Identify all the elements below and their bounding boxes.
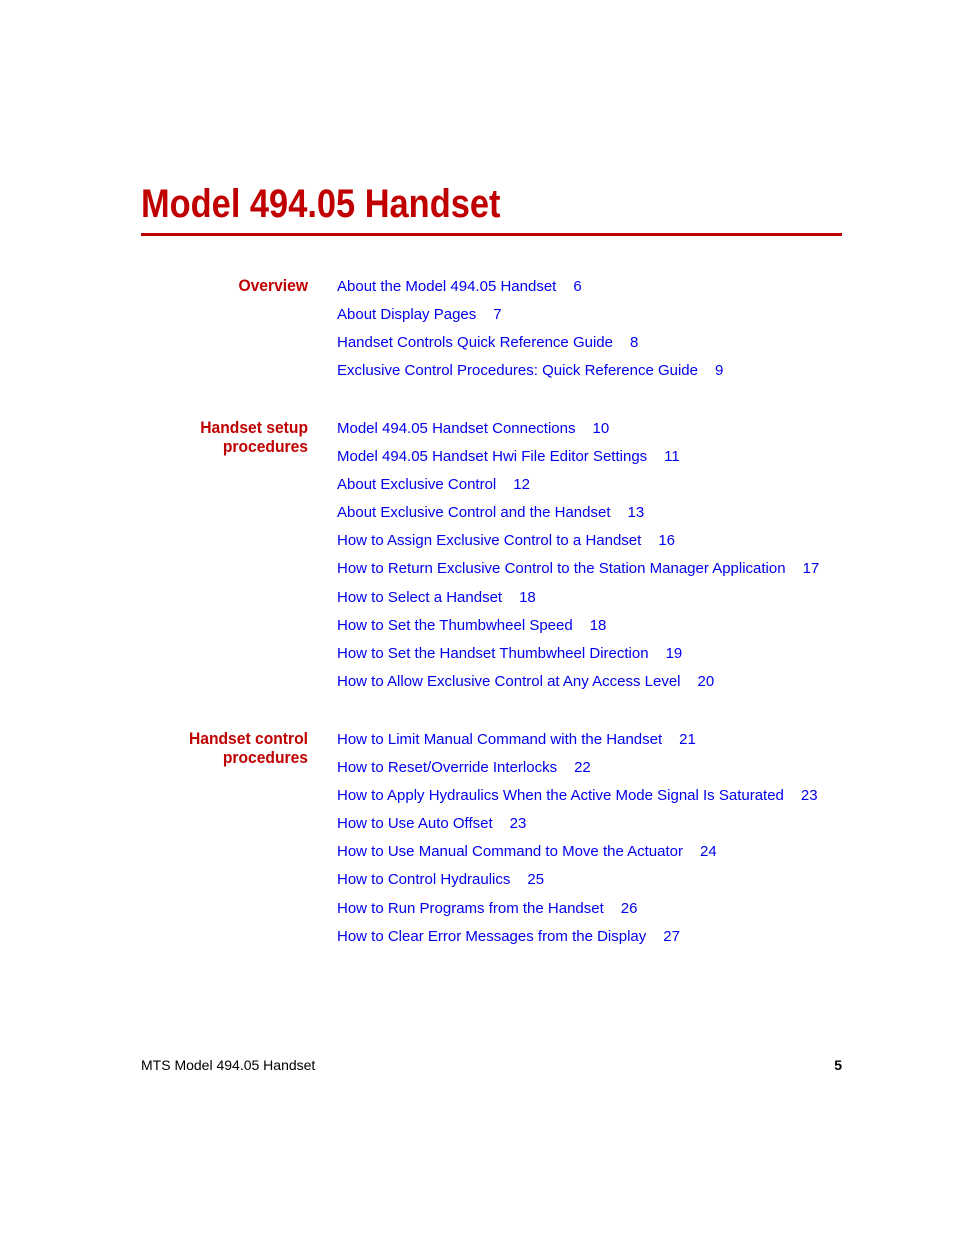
toc-entry-label: How to Reset/Override Interlocks bbox=[337, 759, 558, 777]
toc-entry[interactable] bbox=[337, 504, 819, 532]
section-heading-control-procedures: Handset control procedures bbox=[188, 729, 308, 767]
toc-entry-label: How to Allow Exclusive Control at Any Access Level bbox=[337, 672, 681, 690]
toc-entry-label: How to Run Programs from the Handset bbox=[337, 899, 604, 917]
toc-entry-label: How to Set the Handset Thumbwheel Direction bbox=[337, 644, 649, 662]
toc-entry-page: 23 bbox=[800, 787, 818, 805]
toc-entry[interactable] bbox=[337, 843, 818, 871]
toc-entry-page: 21 bbox=[679, 731, 696, 748]
toc-list-overview bbox=[337, 278, 723, 390]
toc-entry-label: About the Model 494.05 Handset bbox=[337, 278, 557, 295]
toc-entry-page: 19 bbox=[665, 644, 683, 662]
toc-entry-page: 25 bbox=[527, 871, 545, 889]
toc-entry-label: Model 494.05 Handset Hwi File Editor Settings bbox=[337, 448, 648, 466]
toc-entry[interactable] bbox=[337, 476, 819, 504]
toc-entry-page: 27 bbox=[663, 927, 680, 945]
toc-entry[interactable] bbox=[337, 731, 818, 759]
toc-entry[interactable] bbox=[337, 560, 819, 588]
toc-entry-label: How to Set the Thumbwheel Speed bbox=[337, 616, 573, 634]
toc-entry[interactable] bbox=[337, 871, 818, 899]
toc-entry[interactable] bbox=[337, 673, 819, 701]
footer-page-number: 5 bbox=[834, 1057, 842, 1073]
toc-entry-label: How to Return Exclusive Control to the Station Manager Application bbox=[337, 560, 786, 578]
section-heading-overview: Overview bbox=[238, 276, 308, 295]
toc-entry-label: How to Use Auto Offset bbox=[337, 815, 493, 833]
toc-entry-page: 18 bbox=[519, 588, 536, 606]
toc-entry-page: 7 bbox=[493, 306, 502, 324]
toc-entry-page: 9 bbox=[715, 362, 724, 380]
toc-entry[interactable] bbox=[337, 532, 819, 560]
toc-entry[interactable] bbox=[337, 278, 723, 306]
toc-entry-label: How to Select a Handset bbox=[337, 588, 503, 606]
footer-document-title: MTS Model 494.05 Handset bbox=[141, 1057, 316, 1073]
page-title: Model 494.05 Handset bbox=[141, 182, 501, 226]
toc-entry-page: 24 bbox=[700, 843, 717, 861]
toc-entry[interactable] bbox=[337, 420, 819, 448]
toc-entry-label: About Exclusive Control bbox=[337, 476, 497, 494]
toc-entry[interactable] bbox=[337, 645, 819, 673]
toc-entry-page: 20 bbox=[697, 672, 715, 690]
toc-entry[interactable] bbox=[337, 334, 723, 362]
toc-entry-label: About Exclusive Control and the Handset bbox=[337, 504, 611, 522]
toc-entry-page: 8 bbox=[629, 334, 639, 352]
toc-entry-label: Exclusive Control Procedures: Quick Reference Guide bbox=[337, 362, 698, 380]
toc-entry-page: 12 bbox=[513, 476, 530, 494]
toc-entry-page: 18 bbox=[589, 616, 607, 634]
toc-entry[interactable] bbox=[337, 900, 818, 928]
toc-entry-page: 22 bbox=[574, 759, 591, 777]
toc-entry-page: 23 bbox=[509, 815, 527, 833]
toc-entry[interactable] bbox=[337, 928, 818, 956]
toc-entry-page: 16 bbox=[658, 532, 676, 550]
section-heading-setup-procedures: Handset setup procedures bbox=[200, 418, 308, 456]
toc-entry-page: 10 bbox=[592, 420, 610, 437]
toc-entry[interactable] bbox=[337, 815, 818, 843]
toc-entry[interactable] bbox=[337, 787, 818, 815]
toc-entry-label: How to Use Manual Command to Move the Actuator bbox=[337, 843, 683, 861]
toc-entry[interactable] bbox=[337, 306, 723, 334]
toc-entry[interactable] bbox=[337, 589, 819, 617]
toc-entry-page: 6 bbox=[573, 278, 582, 295]
toc-list-setup-procedures bbox=[337, 420, 819, 701]
toc-entry[interactable] bbox=[337, 362, 723, 390]
toc-entry-label: Handset Controls Quick Reference Guide bbox=[337, 334, 613, 352]
title-rule bbox=[141, 233, 842, 236]
toc-entry[interactable] bbox=[337, 759, 818, 787]
toc-entry-page: 13 bbox=[627, 504, 645, 522]
toc-entry-label: About Display Pages bbox=[337, 306, 477, 324]
toc-entry-label: How to Control Hydraulics bbox=[337, 871, 511, 889]
toc-entry-label: How to Limit Manual Command with the Handset bbox=[337, 731, 663, 748]
toc-entry[interactable] bbox=[337, 617, 819, 645]
toc-entry-page: 17 bbox=[802, 560, 820, 578]
toc-entry-page: 11 bbox=[664, 448, 680, 466]
toc-entry-label: How to Clear Error Messages from the Display bbox=[337, 927, 647, 945]
toc-list-control-procedures bbox=[337, 731, 818, 956]
toc-entry-label: How to Apply Hydraulics When the Active Mode Signal Is Saturated bbox=[337, 787, 784, 805]
toc-entry-label: Model 494.05 Handset Connections bbox=[337, 420, 576, 437]
toc-entry[interactable] bbox=[337, 448, 819, 476]
toc-entry-label: How to Assign Exclusive Control to a Handset bbox=[337, 532, 642, 550]
toc-entry-page: 26 bbox=[620, 899, 638, 917]
